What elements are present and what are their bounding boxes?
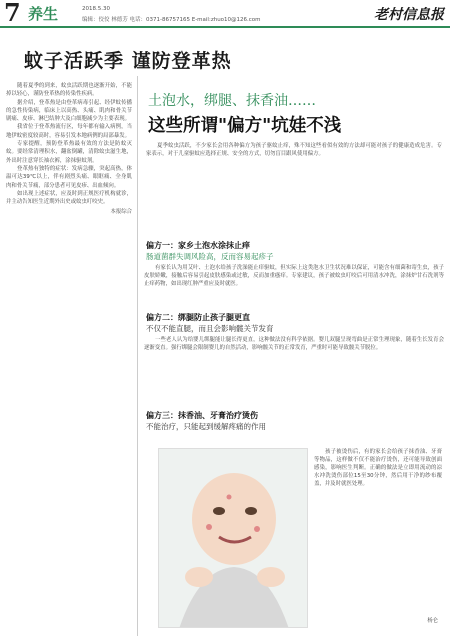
section-text-2: 一些老人认为给婴儿绑腿能让腿长得更直，这种做法没有科学依据。婴儿双腿呈现弯曲是正常生理现象，随着生长发育会逐渐变直。强行绑腿会限制婴儿的自然活动，影响髋关节的正常发育，严重时可能导致髋关节脱位。 — [144, 337, 444, 351]
lead-paragraph: 据介绍，登革热是由登革病毒引起、经伊蚊传播的急性传染病，临床上以高热、头痛、肌肉和骨关节剧痛、皮疹、淋巴结肿大及白细胞减少为主要表现。 — [6, 99, 132, 123]
editor-line: 编辑：佼佼 林德芳 电话：0371-86757165 E-mail:zhuo10@126.com — [82, 17, 261, 23]
section-subheading-1: 肠道菌群失调风险高，反而容易起疹子 — [146, 252, 274, 261]
section-subheading-3: 不能治疗，只能起到缓解疼痛的作用 — [146, 422, 266, 431]
section-heading-3: 偏方三：抹香油、牙膏治疗烫伤 — [146, 411, 258, 420]
lead-paragraph: 登革热有独特的症状：发病急骤，突起高热，体温可达39℃以上，伴有剧烈头痛、眼眶痛、全身肌肉和骨关节痛，部分患者可见皮疹、出血倾向。 — [6, 165, 132, 189]
section-heading-1: 偏方一：家乡土泡水涂抹止痒 — [146, 241, 250, 250]
lead-article-body — [6, 82, 132, 217]
section-text-1: 有家长认为用艾叶、土泡水给孩子洗澡能止痒驱蚊，但实际上这类泡水卫生状况难以保证，可能含有细菌和寄生虫，孩子皮肤娇嫩，接触后容易引起皮肤感染或过敏，反而加重瘙痒。专家建议，孩子被蚊虫叮咬后可用清水冲洗，涂抹炉甘石洗剂等止痒药物，如出现红肿严重应及时就医。 — [144, 265, 444, 287]
page-header — [0, 0, 450, 28]
section-body-1 — [144, 264, 444, 288]
section-heading-2: 偏方二：绑腿防止孩子腿更直 — [146, 313, 250, 322]
page-number: 7 — [4, 0, 21, 27]
section-name: 养生 — [28, 5, 59, 23]
baby-illustration — [159, 449, 308, 628]
author-name: 杨仑 — [427, 618, 438, 624]
section-body-2 — [144, 336, 444, 352]
lead-paragraph: 随着夏季的到来，蚊虫活跃期也逐渐开始，不能掉以轻心，谨防登革热的传染性疾病。 — [6, 83, 132, 98]
lead-paragraph: 我省位于登革热流行区，每年都有输入病例，当地伊蚊密度较高时，容易引发本地病例的局部暴发。 — [6, 124, 132, 139]
feature-article — [142, 76, 446, 636]
baby-photo — [158, 448, 308, 628]
feature-heading: 这些所谓"偏方"坑娃不浅 — [148, 116, 342, 136]
section-text-3: 孩子被烫伤后，有的家长会给孩子抹香油、牙膏等物品，这样做不仅不能治疗烫伤，还可能导致创面感染，影响医生判断。正确的做法是立即用流动的凉水冲洗烫伤部位15至30分钟，然后用干净的纱布覆盖，并及时就医处理。 — [314, 449, 442, 487]
lead-byline: 本报综合 — [110, 209, 132, 216]
lead-title: 蚊子活跃季 谨防登革热 — [24, 50, 232, 72]
column-divider — [137, 76, 138, 636]
lead-paragraph: 如出现上述症状，应及时到正规医疗机构就诊，并主动告知医生近期外出史或蚊虫叮咬史。 — [6, 190, 132, 206]
newspaper-name: 老村信息报 — [374, 7, 444, 23]
section-subheading-2: 不仅不能直腿，而且会影响髋关节发育 — [146, 324, 274, 333]
issue-date: 2018.5.30 — [82, 6, 110, 12]
lead-paragraph: 专家提醒，预防登革热最有效的方法是防蚊灭蚊。要经常清理积水，翻盆倒罐，清除蚊虫滋生地，外出时注意穿长袖衣裤，涂抹驱蚊剂。 — [6, 141, 132, 164]
feature-intro: 夏季蚊虫活跃，不少家长会用各种偏方为孩子驱蚊止痒，殊不知这些看似有效的方法却可能对孩子的健康造成危害。专家表示，对于儿童驱蚊应选择正规、安全的方式，切勿盲目跟风使用偏方。 — [146, 143, 442, 157]
feature-subheading: 土泡水，绑腿、抹香油…… — [148, 93, 316, 109]
lead-title-box — [0, 32, 450, 72]
